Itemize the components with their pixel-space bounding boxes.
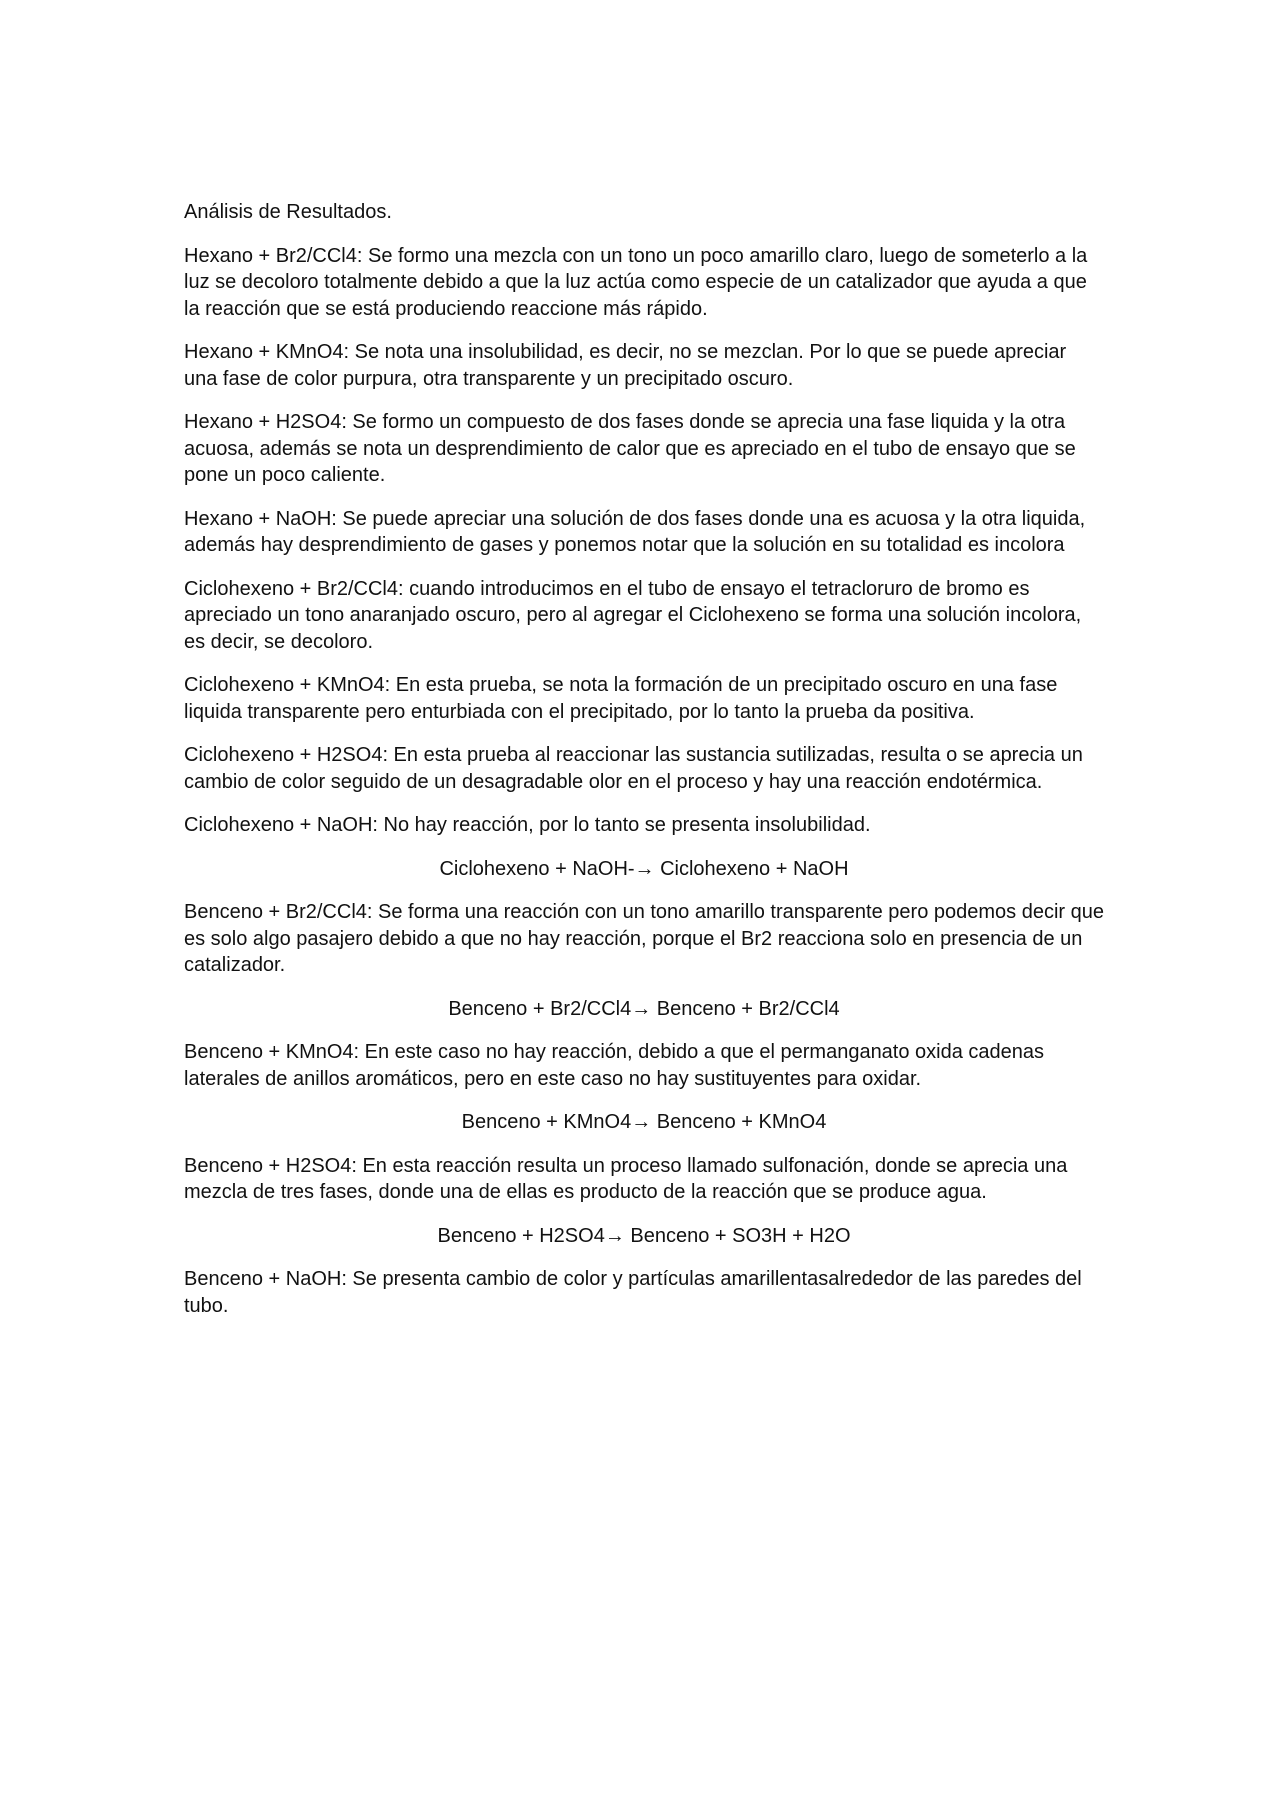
reaction-equation: Benceno + Br2/CCl4→ Benceno + Br2/CCl4 bbox=[448, 997, 840, 1020]
result-paragraph: Hexano + Br2/CCl4: Se formo una mezcla con un tono un poco amarillo claro, luego de someterlo a la luz se decoloro totalmente debido a que la luz actúa como especie de un catalizador que ayuda a que la reacción que se está produciendo reaccione más rápido. bbox=[184, 244, 1088, 320]
result-paragraph: Hexano + H2SO4: Se formo un compuesto de dos fases donde se aprecia una fase liquida y la otra acuosa, además se nota un desprendimiento de calor que es apreciado en el tubo de ensayo que se pone un poco caliente. bbox=[184, 411, 1076, 486]
result-paragraph: Ciclohexeno + NaOH: No hay reacción, por lo tanto se presenta insolubilidad. bbox=[184, 814, 871, 836]
result-paragraph: Ciclohexeno + KMnO4: En esta prueba, se nota la formación de un precipitado oscuro en una fase liquida transparente pero enturbiada con el precipitado, por lo tanto la prueba da positiva. bbox=[184, 674, 1058, 723]
document-page bbox=[184, 199, 1104, 1336]
result-paragraph: Benceno + H2SO4: En esta reacción resulta un proceso llamado sulfonación, donde se aprecia una mezcla de tres fases, donde una de ellas es producto de la reacción que se produce agua. bbox=[184, 1154, 1068, 1203]
result-paragraph: Benceno + KMnO4: En este caso no hay reacción, debido a que el permanganato oxida cadenas laterales de anillos aromáticos, pero en este caso no hay sustituyentes para oxidar. bbox=[184, 1041, 1045, 1090]
result-paragraph: Ciclohexeno + Br2/CCl4: cuando introducimos en el tubo de ensayo el tetracloruro de bromo es apreciado un tono anaranjado oscuro, pero al agregar el Ciclohexeno se forma una solución incolora, es decir, se decoloro. bbox=[184, 577, 1082, 653]
result-paragraph: Benceno + Br2/CCl4: Se forma una reacción con un tono amarillo transparente pero podemos decir que es solo algo pasajero debido a que no hay reacción, porque el Br2 reacciona solo en presencia de un catalizador. bbox=[184, 901, 1104, 976]
document-heading: Análisis de Resultados. bbox=[184, 201, 392, 223]
result-paragraph: Ciclohexeno + H2SO4: En esta prueba al reaccionar las sustancia sutilizadas, resulta o se aprecia un cambio de color seguido de un desagradable olor en el proceso y hay una reacción endotérmica. bbox=[184, 744, 1083, 793]
reaction-equation: Benceno + H2SO4→ Benceno + SO3H + H2O bbox=[437, 1224, 851, 1247]
reaction-equation: Ciclohexeno + NaOH-→ Ciclohexeno + NaOH bbox=[439, 857, 849, 880]
result-paragraph: Hexano + KMnO4: Se nota una insolubilidad, es decir, no se mezclan. Por lo que se puede apreciar una fase de color purpura, otra transparente y un precipitado oscuro. bbox=[184, 341, 1067, 390]
result-paragraph: Hexano + NaOH: Se puede apreciar una solución de dos fases donde una es acuosa y la otra liquida, además hay desprendimiento de gases y ponemos notar que la solución en su totalidad es incolora bbox=[184, 507, 1086, 556]
result-paragraph: Benceno + NaOH: Se presenta cambio de color y partículas amarillentasalrededor de las paredes del tubo. bbox=[184, 1268, 1082, 1317]
reaction-equation: Benceno + KMnO4→ Benceno + KMnO4 bbox=[461, 1111, 827, 1133]
document-body bbox=[184, 243, 1104, 1320]
